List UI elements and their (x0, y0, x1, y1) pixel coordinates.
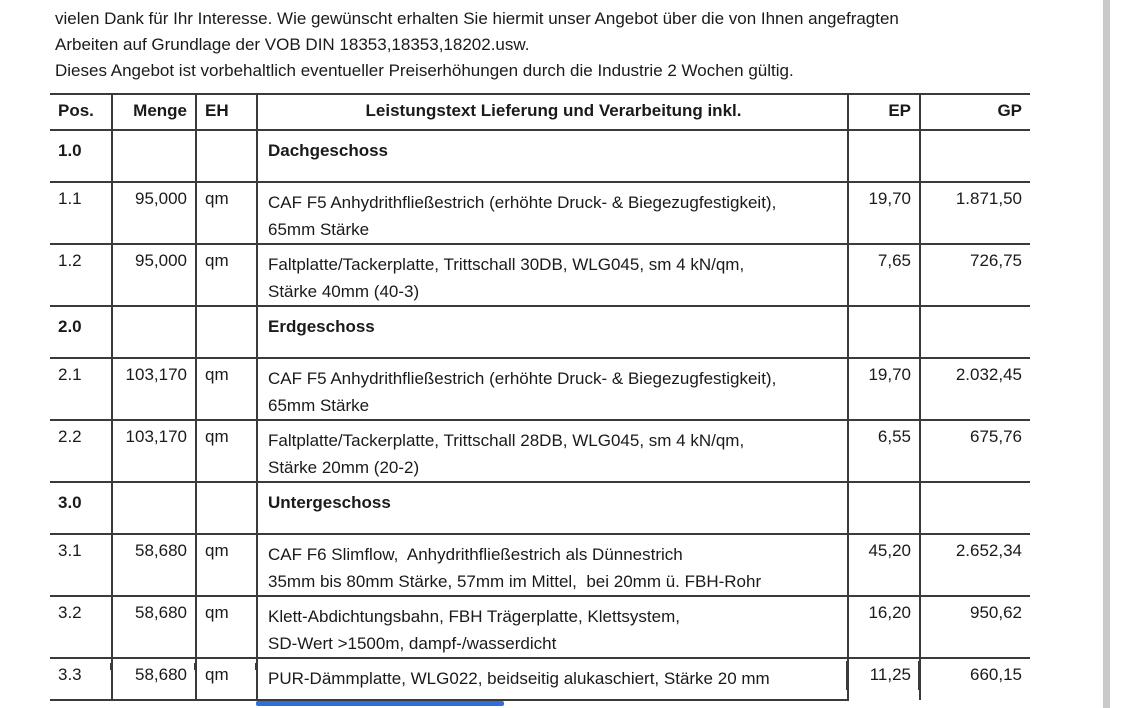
text-line: Faltplatte/Tackerplatte, Trittschall 28DB, WLG045, sm 4 kN/qm, (268, 431, 745, 450)
ep-cell: 19,70 (848, 182, 920, 244)
pos-cell: 3.3 (50, 658, 112, 700)
eh-cell (196, 306, 257, 358)
gp-cell: 660,15 (970, 665, 1022, 684)
menge-cell (112, 306, 196, 358)
section-title: Dachgeschoss (257, 130, 848, 182)
intro-line: Arbeiten auf Grundlage der VOB DIN 18353,18353,18202.usw. (55, 35, 530, 54)
table-border-stub (255, 663, 257, 670)
text-line: Klett-Abdichtungsbahn, FBH Trägerplatte, Klettsystem, (268, 607, 680, 626)
text-cell (257, 420, 848, 482)
text-line: SD-Wert >1500m, dampf-/wasserdicht (268, 634, 557, 653)
pos-cell: 3.0 (50, 482, 112, 534)
horizontal-scroll-indicator[interactable] (256, 701, 504, 706)
col-header-leistungstext: Leistungstext Lieferung und Verarbeitung inkl. (257, 94, 848, 130)
eh-cell: qm (196, 244, 257, 306)
eh-cell: qm (196, 658, 257, 700)
section-row-2-0 (50, 306, 1030, 358)
text-cell (257, 358, 848, 420)
text-cell (257, 244, 848, 306)
item-row-1-2 (50, 244, 1030, 306)
text-line: Faltplatte/Tackerplatte, Trittschall 30DB, WLG045, sm 4 kN/qm, (268, 255, 745, 274)
gp-cell (920, 482, 1030, 534)
text-line: Stärke 20mm (20-2) (268, 458, 420, 477)
ep-cell: 16,20 (848, 596, 920, 658)
item-row-3-1 (50, 534, 1030, 596)
intro-paragraph (55, 6, 899, 84)
eh-cell: qm (196, 420, 257, 482)
ep-cell: 11,25 (848, 658, 920, 700)
eh-cell (196, 482, 257, 534)
ep-cell (848, 130, 920, 182)
col-header-gp: GP (920, 94, 1030, 130)
gp-cell: 675,76 (920, 420, 1030, 482)
gp-cell: 2.032,45 (920, 358, 1030, 420)
text-line: CAF F5 Anhydrithfließestrich (erhöhte Druck- & Biegezugfestigkeit), (268, 369, 777, 388)
eh-cell: qm (196, 596, 257, 658)
table-header-row (50, 94, 1030, 130)
text-cell (257, 534, 848, 596)
text-line: CAF F5 Anhydrithfließestrich (erhöhte Druck- & Biegezugfestigkeit), (268, 193, 777, 212)
item-row-2-1 (50, 358, 1030, 420)
pos-cell: 1.0 (50, 130, 112, 182)
menge-cell: 103,170 (112, 358, 196, 420)
text-line: Stärke 40mm (40-3) (268, 282, 420, 301)
intro-line: Dieses Angebot ist vorbehaltlich eventueller Preiserhöhungen durch die Industrie 2 Wochen gültig. (55, 61, 794, 80)
menge-cell: 58,680 (112, 534, 196, 596)
eh-cell: qm (196, 534, 257, 596)
ep-cell (848, 482, 920, 534)
table-border-stub (918, 661, 920, 690)
menge-cell: 95,000 (112, 182, 196, 244)
vertical-scrollbar-track[interactable] (1103, 0, 1110, 708)
text-cell (257, 182, 848, 244)
intro-line: vielen Dank für Ihr Interesse. Wie gewünscht erhalten Sie hiermit unser Angebot über die von Ihnen angefragten (55, 9, 899, 28)
menge-cell (112, 130, 196, 182)
ep-cell: 6,55 (848, 420, 920, 482)
pos-cell: 1.1 (50, 182, 112, 244)
pos-cell: 1.2 (50, 244, 112, 306)
ep-cell: 7,65 (848, 244, 920, 306)
table-border-stub (110, 663, 112, 670)
item-row-3-3 (50, 658, 1030, 700)
eh-cell: qm (196, 182, 257, 244)
pos-cell: 3.2 (50, 596, 112, 658)
menge-cell (112, 482, 196, 534)
item-row-1-1 (50, 182, 1030, 244)
gp-cell: 726,75 (920, 244, 1030, 306)
table-border-stub (194, 663, 196, 670)
item-row-2-2 (50, 420, 1030, 482)
section-row-3-0 (50, 482, 1030, 534)
col-header-eh: EH (196, 94, 257, 130)
col-header-ep: EP (848, 94, 920, 130)
pos-cell: 2.0 (50, 306, 112, 358)
text-cell (257, 658, 848, 700)
col-header-menge: Menge (112, 94, 196, 130)
gp-cell (920, 306, 1030, 358)
text-line: CAF F6 Slimflow, Anhydrithfließestrich als Dünnestrich (268, 545, 683, 564)
col-header-pos: Pos. (50, 94, 112, 130)
text-line: 35mm bis 80mm Stärke, 57mm im Mittel, bei 20mm ü. FBH-Rohr (268, 572, 762, 591)
gp-cell: 950,62 (920, 596, 1030, 658)
text-line: 65mm Stärke (268, 396, 370, 415)
eh-cell (196, 130, 257, 182)
item-row-3-2 (50, 596, 1030, 658)
offer-table (50, 93, 1030, 701)
text-line: 65mm Stärke (268, 220, 370, 239)
section-title: Untergeschoss (257, 482, 848, 534)
gp-cell: 1.871,50 (920, 182, 1030, 244)
menge-cell: 95,000 (112, 244, 196, 306)
pos-cell: 2.1 (50, 358, 112, 420)
ep-cell (848, 306, 920, 358)
text-cell (257, 596, 848, 658)
ep-cell: 45,20 (848, 534, 920, 596)
menge-cell: 58,680 (112, 658, 196, 700)
eh-cell: qm (196, 358, 257, 420)
table-border-stub (846, 661, 848, 690)
section-title: Erdgeschoss (257, 306, 848, 358)
menge-cell: 103,170 (112, 420, 196, 482)
gp-cell: 2.652,34 (920, 534, 1030, 596)
menge-cell: 58,680 (112, 596, 196, 658)
pos-cell: 2.2 (50, 420, 112, 482)
text-line: PUR-Dämmplatte, WLG022, beidseitig alukaschiert, Stärke 20 mm (268, 669, 770, 688)
section-row-1-0 (50, 130, 1030, 182)
gp-cell (920, 130, 1030, 182)
pos-cell: 3.1 (50, 534, 112, 596)
ep-cell: 19,70 (848, 358, 920, 420)
